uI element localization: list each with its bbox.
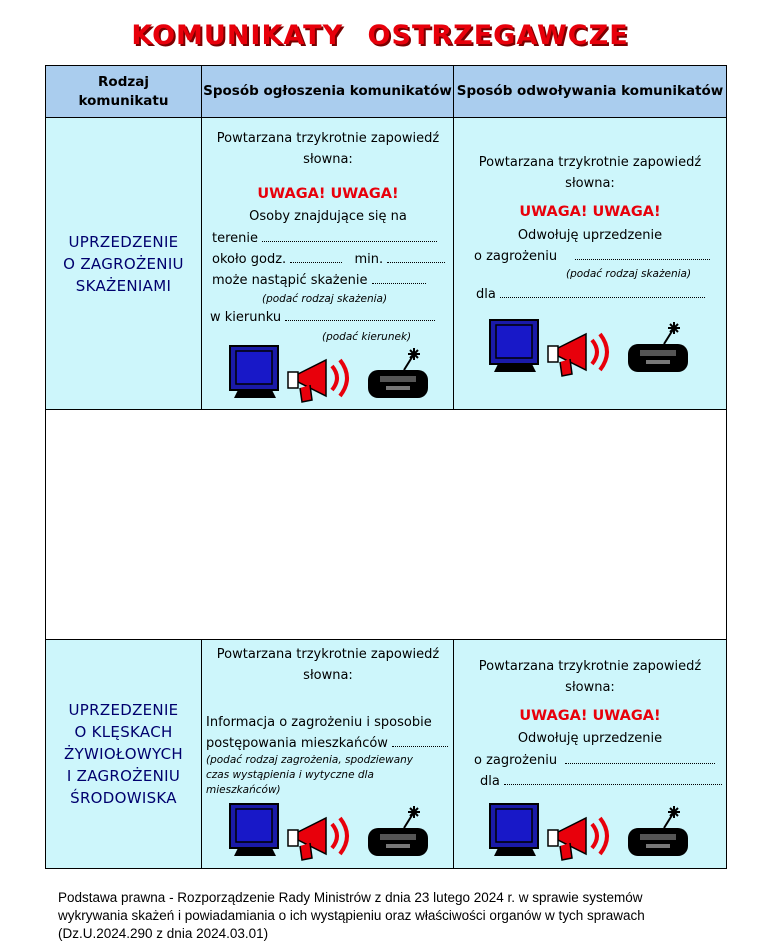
empty-row (46, 410, 726, 640)
megaphone-icon (546, 326, 614, 378)
uwaga-heading: UWAGA! UWAGA! (519, 708, 661, 724)
footer-line: Podstawa prawna - Rozporządzenie Rady Ministrów z dnia 23 lutego 2024 r. w sprawie systemów (58, 890, 643, 905)
row2-label (46, 640, 202, 868)
intro-text: słowna: (303, 668, 353, 683)
row1-label-line: UPRZEDZENIE (68, 232, 179, 251)
fill-line (575, 246, 710, 260)
header-announce-label: Sposób ogłoszenia komunikatów (203, 83, 452, 99)
header-cancel (454, 66, 726, 118)
hint-text: czas wystąpienia i wytyczne dla (206, 769, 374, 781)
fill-line (500, 284, 705, 298)
media-icons (228, 802, 438, 866)
hint-text: (podać rodzaj skażenia) (566, 268, 692, 280)
announce-text: około godz. (212, 252, 291, 267)
tv-icon (228, 344, 284, 400)
row1-label-line: SKAŻENIAMI (75, 276, 172, 295)
megaphone-icon (286, 352, 354, 404)
footer-line: wykrywania skażeń i powiadamiania o ich wystąpieniu oraz właściwości organów w tych sprawach (58, 908, 645, 923)
fill-line (372, 270, 426, 284)
intro-text: Powtarzana trzykrotnie zapowiedź (478, 659, 702, 674)
intro-text: słowna: (565, 680, 615, 695)
megaphone-icon (546, 810, 614, 862)
fill-line (285, 307, 435, 321)
fill-line (392, 733, 448, 747)
radio-icon (364, 806, 434, 860)
page-title: KOMUNIKATY OSTRZEGAWCZE (131, 20, 629, 51)
fill-line (504, 771, 722, 785)
megaphone-icon (286, 810, 354, 862)
intro-text: słowna: (565, 176, 615, 191)
cancel-text: o zagrożeniu (474, 753, 562, 768)
fill-line (565, 750, 715, 764)
radio-icon (624, 806, 694, 860)
media-icons (228, 344, 438, 408)
hint-text: (podać rodzaj zagrożenia, spodziewany (206, 754, 414, 766)
row2-label-line: I ZAGROŻENIU (66, 767, 181, 785)
row1-cancel-cell (454, 118, 726, 410)
hint-text: (podać rodzaj skażenia) (262, 293, 388, 305)
header-cancel-label: Sposób odwoływania komunikatów (456, 83, 724, 99)
warnings-table (45, 65, 727, 869)
announce-text: min. (350, 252, 388, 267)
intro-text: Powtarzana trzykrotnie zapowiedź (216, 131, 440, 146)
media-icons (488, 802, 698, 866)
footer-line: (Dz.U.2024.290 z dnia 2024.03.01) (58, 926, 269, 941)
row2-label-line: UPRZEDZENIE (68, 701, 179, 719)
header-type-label: Rodzaj komunikatu (78, 73, 169, 109)
row1-label-line: O ZAGROŻENIU (63, 254, 184, 273)
uwaga-heading: UWAGA! UWAGA! (519, 204, 661, 220)
media-icons (488, 318, 698, 382)
tv-icon (228, 802, 284, 858)
announce-text: w kierunku (210, 310, 286, 325)
cancel-text: dla (476, 287, 500, 302)
radio-icon (624, 322, 694, 376)
announce-text: Osoby znajdujące się na (249, 209, 407, 224)
radio-icon (364, 348, 434, 402)
hint-text: (podać kierunek) (322, 331, 412, 343)
header-type (46, 66, 202, 118)
legal-basis-footer (58, 889, 758, 943)
row2-label-line: ŚRODOWISKA (70, 789, 177, 807)
cancel-text: o zagrożeniu (474, 249, 562, 264)
row2-label-line: O KLĘSKACH (74, 723, 173, 741)
row1-label (46, 118, 202, 410)
uwaga-heading: UWAGA! UWAGA! (257, 186, 399, 202)
fill-line (262, 228, 437, 242)
hint-text: mieszkańców) (206, 784, 281, 796)
cancel-text: Odwołuję uprzedzenie (517, 731, 663, 746)
row2-label-line: ŻYWIOŁOWYCH (64, 745, 183, 763)
row2-announce-cell (202, 640, 454, 868)
header-announce (202, 66, 454, 118)
intro-text: Powtarzana trzykrotnie zapowiedź (216, 647, 440, 662)
row1-announce-cell (202, 118, 454, 410)
cancel-text: dla (480, 774, 504, 789)
fill-line (387, 249, 445, 263)
cancel-text: Odwołuję uprzedzenie (517, 228, 663, 243)
announce-text: postępowania mieszkańców (206, 736, 393, 751)
tv-icon (488, 318, 544, 374)
announce-text: Informacja o zagrożeniu i sposobie (206, 715, 432, 730)
row2-cancel-cell (454, 640, 726, 868)
fill-line (290, 249, 342, 263)
announce-text: terenie (212, 231, 263, 246)
intro-text: słowna: (303, 152, 353, 167)
announce-text: może nastąpić skażenie (212, 273, 372, 288)
tv-icon (488, 802, 544, 858)
intro-text: Powtarzana trzykrotnie zapowiedź (478, 155, 702, 170)
